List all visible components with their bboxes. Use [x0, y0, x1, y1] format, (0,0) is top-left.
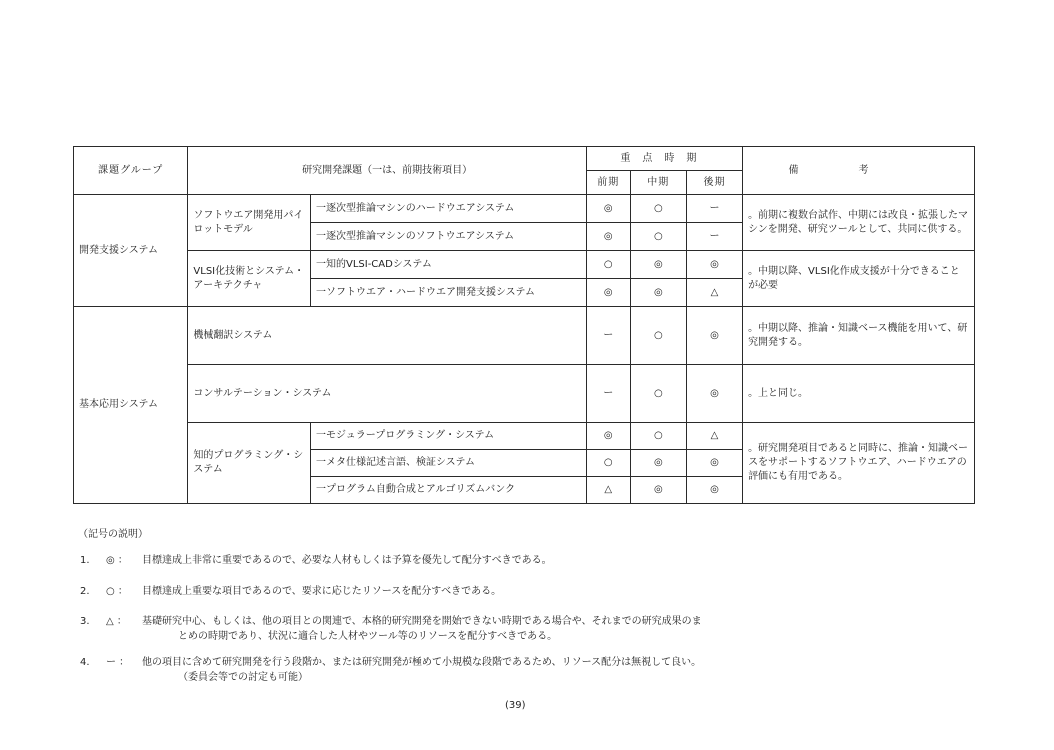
- symbol-late: ◎: [686, 477, 742, 504]
- legend-mark: △ ：: [106, 616, 127, 627]
- legend-number: 4.: [80, 657, 90, 668]
- subgroup-label: 知的プログラミング・システム: [188, 423, 311, 504]
- table-row: [74, 423, 975, 450]
- item-name: 一ソフトウエア・ハードウエア開発支援システム: [310, 279, 586, 307]
- symbol-late: ◎: [686, 450, 742, 477]
- remark: 。中期以降、推論・知識ベース機能を用いて、研究開発する。: [743, 307, 975, 365]
- legend-text-continued: とめの時期であり、状況に適合した人材やツール等のリソースを配分すべきである。: [178, 631, 558, 642]
- header-period: 重点時期: [586, 147, 742, 171]
- group-label: 基本応用システム: [74, 307, 188, 504]
- symbol-late: △: [686, 279, 742, 307]
- header-middle: 中期: [630, 171, 686, 195]
- symbol-late: ー: [686, 195, 742, 223]
- symbol-late: ー: [686, 223, 742, 251]
- symbol-middle: ○: [630, 223, 686, 251]
- symbol-late: ◎: [686, 251, 742, 279]
- remark: 。前期に複数台試作、中期には改良・拡張したマシンを開発、研究ツールとして、共同に供する。: [743, 195, 975, 251]
- page-number: (39): [505, 700, 526, 711]
- symbol-late: ◎: [686, 365, 742, 423]
- legend-mark: ◎ ：: [106, 555, 128, 566]
- symbol-middle: ○: [630, 365, 686, 423]
- legend-text: 基礎研究中心、もしくは、他の項目との関連で、本格的研究開発を開始できない時期である場合や、それまでの研究成果のま: [142, 616, 702, 627]
- symbol-middle: ◎: [630, 251, 686, 279]
- legend-number: 3.: [80, 616, 90, 627]
- legend-text: 目標達成上非常に重要であるので、必要な人材もしくは予算を優先して配分すべきである。: [142, 555, 552, 566]
- legend-mark: ー ：: [106, 657, 130, 668]
- header-early: 前期: [586, 171, 630, 195]
- symbol-middle: ○: [630, 307, 686, 365]
- symbol-early: ○: [586, 450, 630, 477]
- legend-number: 2.: [80, 586, 90, 597]
- table-row: [74, 307, 975, 365]
- subgroup-label: ソフトウエア開発用パイロットモデル: [188, 195, 311, 251]
- subgroup-label: 機械翻訳システム: [188, 307, 586, 365]
- symbol-middle: ○: [630, 195, 686, 223]
- symbol-early: ー: [586, 365, 630, 423]
- table-row: [74, 251, 975, 279]
- legend-entry: [80, 614, 980, 644]
- item-name: 一逐次型推論マシンのハードウエアシステム: [310, 195, 586, 223]
- header-group: 課題グループ: [74, 147, 188, 195]
- symbol-middle: ◎: [630, 477, 686, 504]
- item-name: 一モジュラープログラミング・システム: [310, 423, 586, 450]
- legend-entry: [80, 655, 980, 685]
- legend-mark: ○ ：: [106, 586, 128, 597]
- symbol-early: ー: [586, 307, 630, 365]
- symbol-early: ○: [586, 251, 630, 279]
- item-name: 一メタ仕様記述言語、検証システム: [310, 450, 586, 477]
- symbol-late: ◎: [686, 307, 742, 365]
- item-name: 一知的VLSI-CADシステム: [310, 251, 586, 279]
- subgroup-label: VLSI化技術とシステム・アーキテクチャ: [188, 251, 311, 307]
- remark: 。研究開発項目であると同時に、推論・知識ベースをサポートするソフトウエア、ハードウエアの評価にも有用である。: [743, 423, 975, 504]
- header-row-1: [74, 147, 975, 171]
- header-late: 後期: [686, 171, 742, 195]
- symbol-late: △: [686, 423, 742, 450]
- header-remarks: 備考: [743, 147, 975, 195]
- symbol-middle: ◎: [630, 450, 686, 477]
- symbol-early: ◎: [586, 279, 630, 307]
- legend-text: 他の項目に含めて研究開発を行う段階か、または研究開発が極めて小規模な段階であるため、リソース配分は無視して良い。: [142, 657, 702, 668]
- subgroup-label: コンサルテーション・システム: [188, 365, 586, 423]
- item-name: 一逐次型推論マシンのソフトウエアシステム: [310, 223, 586, 251]
- legend-title: （記号の説明）: [78, 529, 148, 540]
- header-project: 研究開発課題（一は、前期技術項目）: [188, 147, 586, 195]
- research-table: [73, 146, 975, 504]
- symbol-early: ◎: [586, 195, 630, 223]
- symbol-middle: ◎: [630, 279, 686, 307]
- item-name: 一プログラム自動合成とアルゴリズムバンク: [310, 477, 586, 504]
- remark: 。上と同じ。: [743, 365, 975, 423]
- symbol-early: ◎: [586, 423, 630, 450]
- group-label: 開発支援システム: [74, 195, 188, 307]
- remark: 。中期以降、VLSI化作成支援が十分できることが必要: [743, 251, 975, 307]
- symbol-early: △: [586, 477, 630, 504]
- legend-text: 目標達成上重要な項目であるので、要求に応じたリソースを配分すべきである。: [142, 586, 502, 597]
- symbol-middle: ○: [630, 423, 686, 450]
- legend-number: 1.: [80, 555, 90, 566]
- table-row: [74, 195, 975, 223]
- table-row: [74, 365, 975, 423]
- legend-entry: [80, 553, 980, 568]
- legend-text-continued: （委員会等での討定も可能）: [178, 672, 308, 683]
- legend-entry: [80, 584, 980, 599]
- symbol-early: ◎: [586, 223, 630, 251]
